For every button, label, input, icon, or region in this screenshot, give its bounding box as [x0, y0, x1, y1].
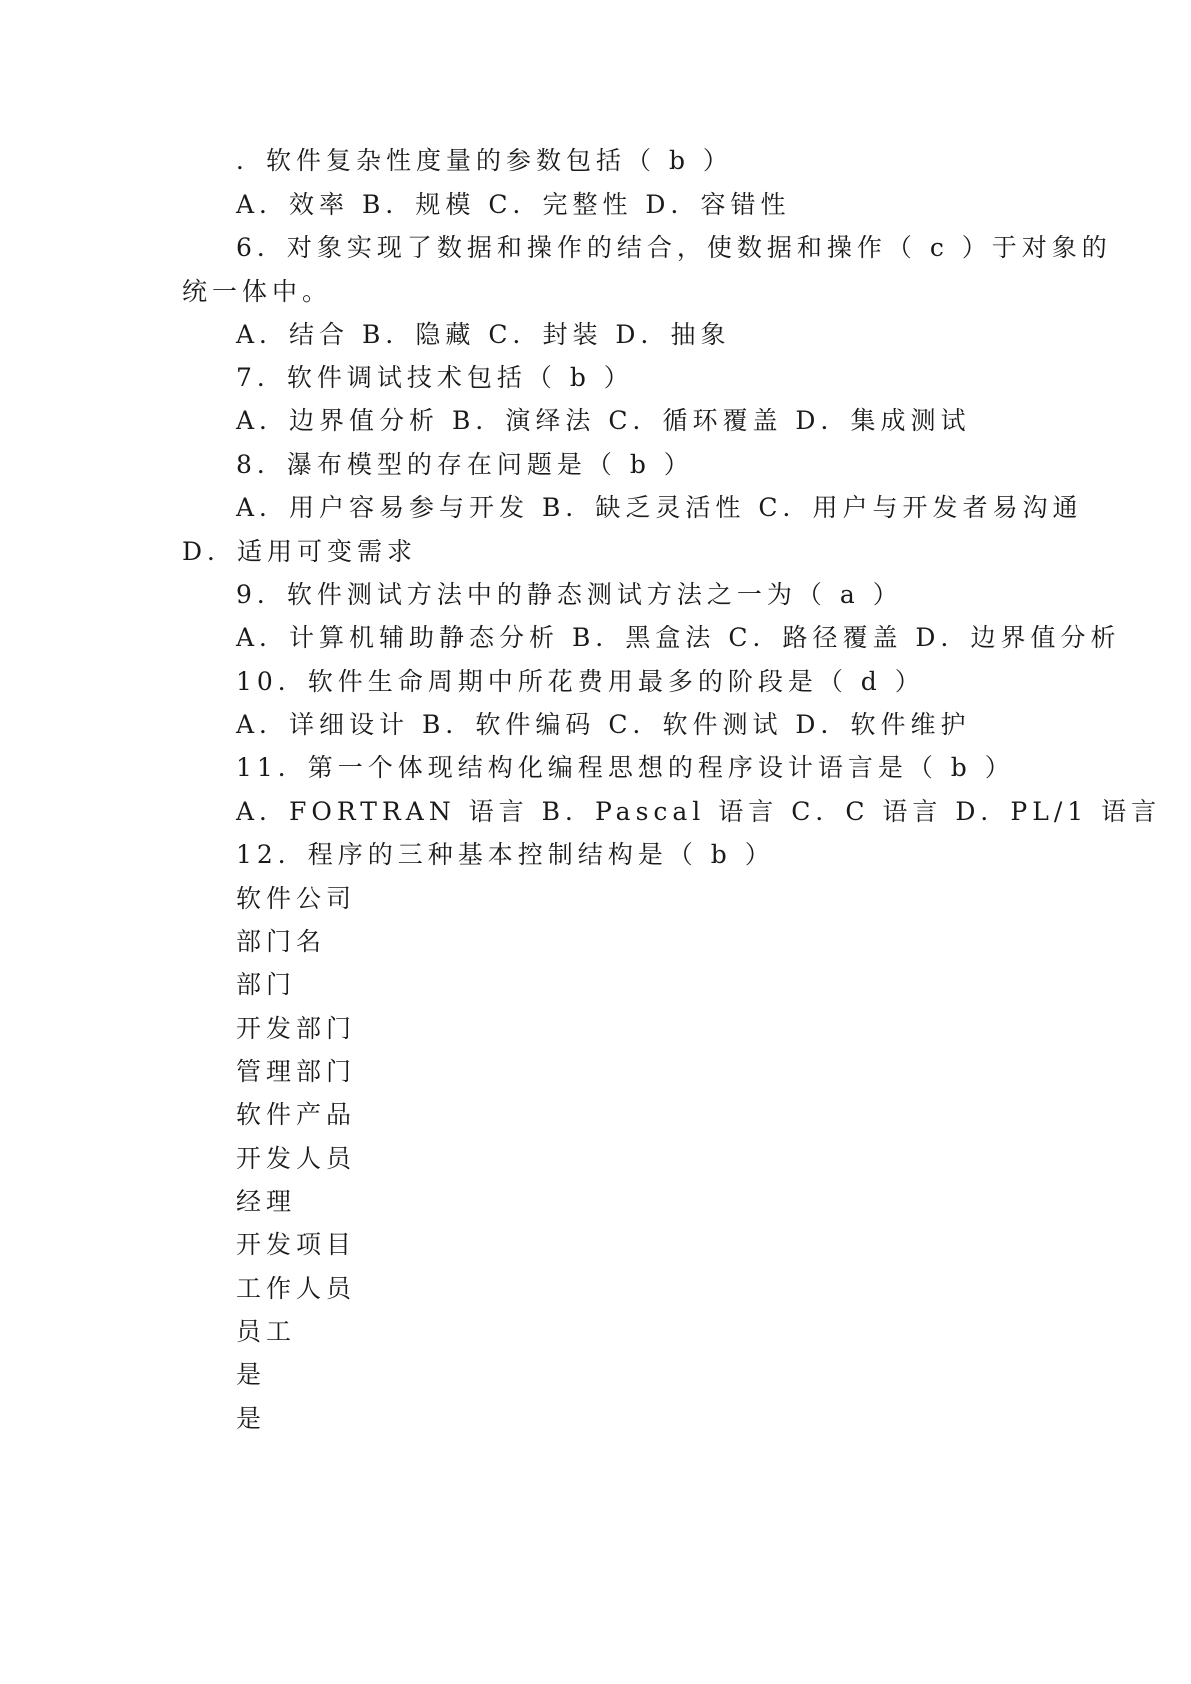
question-11-options: A．FORTRAN 语言 B．Pascal 语言 C．C 语言 D．PL/1 语言 — [236, 797, 1162, 826]
question-7-options: A．边界值分析 B．演绎法 C．循环覆盖 D．集成测试 — [236, 406, 971, 435]
question-11-stem: 11．第一个体现结构化编程思想的程序设计语言是（ b ） — [236, 753, 1015, 782]
question-8-options: A．用户容易参与开发 B．缺乏灵活性 C．用户与开发者易沟通 — [236, 493, 1083, 522]
question-6-stem: 6．对象实现了数据和操作的结合，使数据和操作（ c ）于对象的 — [236, 233, 1112, 262]
question-10-stem: 10．软件生命周期中所花费用最多的阶段是（ d ） — [236, 667, 925, 696]
question-6-stem-continued: 统一体中。 — [182, 277, 333, 306]
list-item: 部门名 — [236, 927, 327, 956]
question-6-options: A．结合 B．隐藏 C．封装 D．抽象 — [236, 320, 731, 349]
list-item: 开发部门 — [236, 1014, 357, 1043]
question-8-stem: 8．瀑布模型的存在问题是（ b ） — [236, 450, 694, 479]
list-item: 工作人员 — [236, 1274, 357, 1303]
question-5-options: A．效率 B．规模 C．完整性 D．容错性 — [236, 190, 791, 219]
list-item: 开发项目 — [236, 1230, 357, 1259]
question-12-stem: 12．程序的三种基本控制结构是（ b ） — [236, 840, 775, 869]
list-item: 员工 — [236, 1317, 297, 1346]
question-10-options: A．详细设计 B．软件编码 C．软件测试 D．软件维护 — [236, 710, 971, 739]
question-9-stem: 9．软件测试方法中的静态测试方法之一为（ a ） — [236, 580, 903, 609]
list-item: 管理部门 — [236, 1057, 357, 1086]
list-item: 开发人员 — [236, 1144, 357, 1173]
question-7-stem: 7．软件调试技术包括（ b ） — [236, 363, 634, 392]
list-item: 软件公司 — [236, 884, 357, 913]
question-5-stem: ．软件复杂性度量的参数包括（ b ） — [236, 146, 733, 175]
list-item: 是 — [236, 1404, 267, 1433]
question-9-options: A．计算机辅助静态分析 B．黑盒法 C．路径覆盖 D．边界值分析 — [236, 623, 1121, 652]
list-item: 是 — [236, 1360, 267, 1389]
list-item: 经理 — [236, 1187, 297, 1216]
list-item: 软件产品 — [236, 1100, 357, 1129]
question-8-options-continued: D．适用可变需求 — [182, 537, 418, 566]
list-item: 部门 — [236, 970, 297, 999]
